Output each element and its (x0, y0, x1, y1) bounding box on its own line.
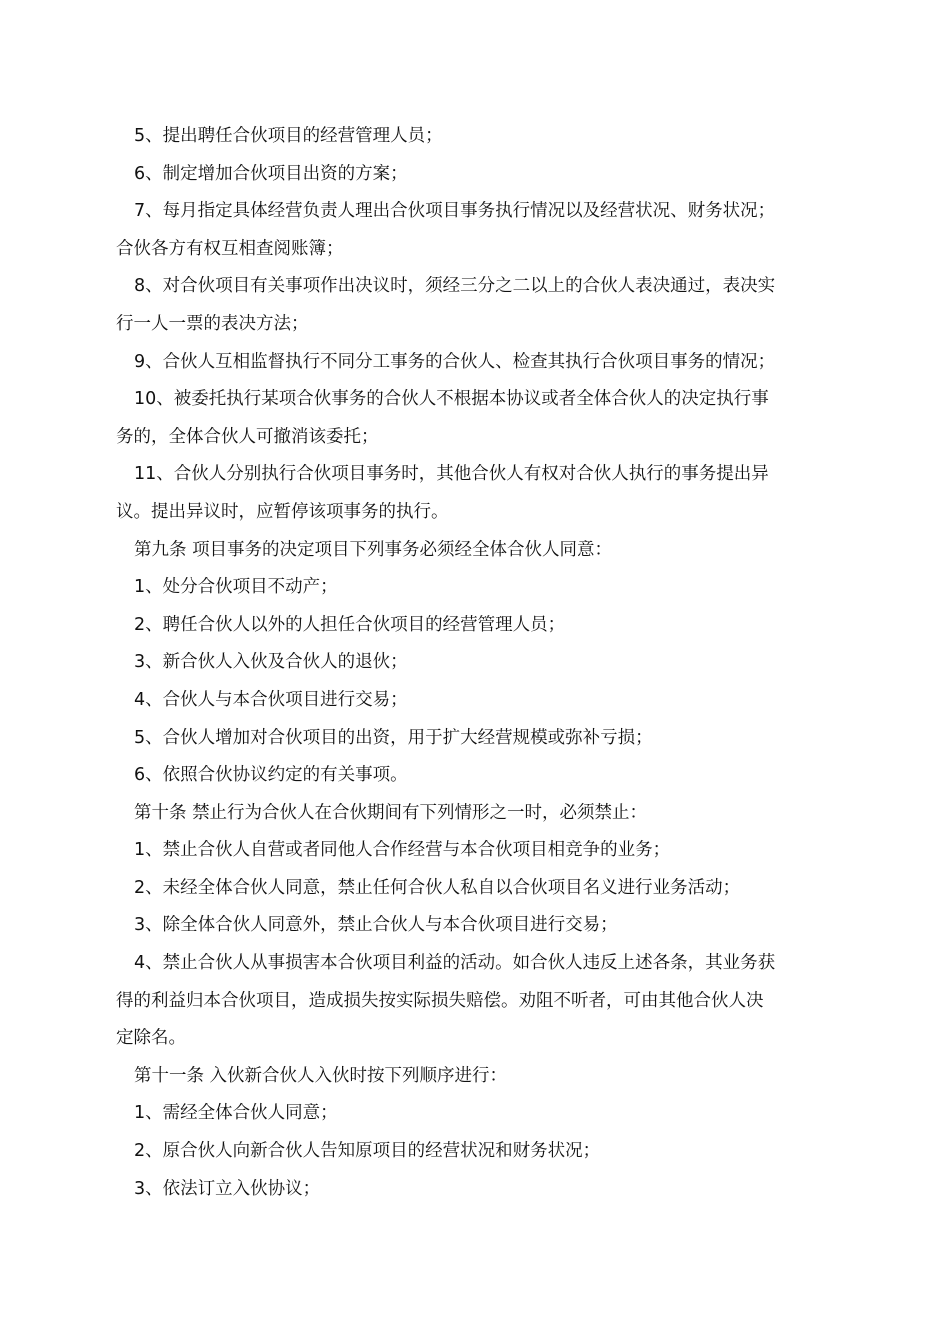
paragraph (116, 268, 838, 343)
paragraph-line: 5、提出聘任合伙项目的经营管理人员； (134, 126, 443, 146)
paragraph-line: 8、对合伙项目有关事项作出决议时，须经三分之二以上的合伙人表决通过，表决实 (134, 276, 776, 297)
paragraph (116, 1133, 838, 1171)
paragraph (116, 381, 838, 456)
paragraph-line: 3、除全体合伙人同意外，禁止合伙人与本合伙项目进行交易； (134, 915, 618, 936)
paragraph-line: 得的利益归本合伙项目，造成损失按实际损失赔偿。劝阻不听者，可由其他合伙人决 (116, 990, 764, 1011)
paragraph (116, 907, 838, 945)
paragraph (116, 832, 838, 870)
paragraph-line: 1、处分合伙项目不动产； (134, 577, 338, 598)
paragraph-line: 10、被委托执行某项合伙事务的合伙人不根据本协议或者全体合伙人的决定执行事 (134, 389, 769, 410)
paragraph (116, 1171, 838, 1209)
paragraph-line: 9、合伙人互相监督执行不同分工事务的合伙人、检查其执行合伙项目事务的情况； (134, 351, 776, 372)
paragraph-line: 3、新合伙人入伙及合伙人的退伙； (134, 652, 408, 673)
paragraph-line: 合伙各方有权互相查阅账簿； (116, 238, 344, 259)
paragraph (116, 945, 838, 1058)
paragraph (116, 456, 838, 531)
paragraph-line: 第十一条 入伙新合伙人入伙时按下列顺序进行： (134, 1065, 508, 1086)
paragraph-line: 4、禁止合伙人从事损害本合伙项目利益的活动。如合伙人违反上述各条，其业务获 (134, 953, 776, 974)
paragraph-line: 2、未经全体合伙人同意，禁止任何合伙人私自以合伙项目名义进行业务活动； (134, 877, 741, 898)
paragraph-line: 1、禁止合伙人自营或者同他人合作经营与本合伙项目相竞争的业务； (134, 840, 671, 861)
paragraph-line: 务的，全体合伙人可撤消该委托； (116, 426, 379, 447)
paragraph (116, 344, 838, 382)
paragraph (116, 720, 838, 758)
paragraph-line: 5、合伙人增加对合伙项目的出资，用于扩大经营规模或弥补亏损； (134, 727, 653, 748)
paragraph (116, 569, 838, 607)
paragraph-line: 2、聘任合伙人以外的人担任合伙项目的经营管理人员； (134, 614, 566, 635)
paragraph-line: 2、原合伙人向新合伙人告知原项目的经营状况和财务状况； (134, 1141, 601, 1162)
paragraph-line: 第九条 项目事务的决定项目下列事务必须经全体合伙人同意： (134, 539, 613, 560)
paragraph (116, 870, 838, 908)
paragraph (116, 607, 838, 645)
paragraph-line: 6、依照合伙协议约定的有关事项。 (134, 765, 408, 786)
paragraph-line: 行一人一票的表决方法； (116, 313, 309, 334)
paragraph-line: 11、合伙人分别执行合伙项目事务时，其他合伙人有权对合伙人执行的事务提出异 (134, 464, 769, 485)
paragraph-line: 7、每月指定具体经营负责人理出合伙项目事务执行情况以及经营状况、财务状况； (134, 201, 776, 222)
paragraph (116, 118, 838, 156)
paragraph-line: 1、需经全体合伙人同意； (134, 1103, 338, 1124)
paragraph (116, 682, 838, 720)
document-body (116, 118, 838, 1208)
paragraph (116, 757, 838, 795)
paragraph-line: 4、合伙人与本合伙项目进行交易； (134, 689, 408, 710)
paragraph (116, 644, 838, 682)
paragraph-line: 6、制定增加合伙项目出资的方案； (134, 163, 408, 184)
paragraph (116, 1095, 838, 1133)
paragraph (116, 1058, 838, 1096)
paragraph-line: 议。提出异议时，应暂停该项事务的执行。 (116, 501, 449, 522)
paragraph (116, 156, 838, 194)
paragraph (116, 193, 838, 268)
paragraph (116, 532, 838, 570)
paragraph-line: 定除名。 (116, 1028, 186, 1049)
paragraph (116, 795, 838, 833)
paragraph-line: 第十条 禁止行为合伙人在合伙期间有下列情形之一时，必须禁止： (134, 802, 648, 823)
paragraph-line: 3、依法订立入伙协议； (134, 1178, 321, 1199)
